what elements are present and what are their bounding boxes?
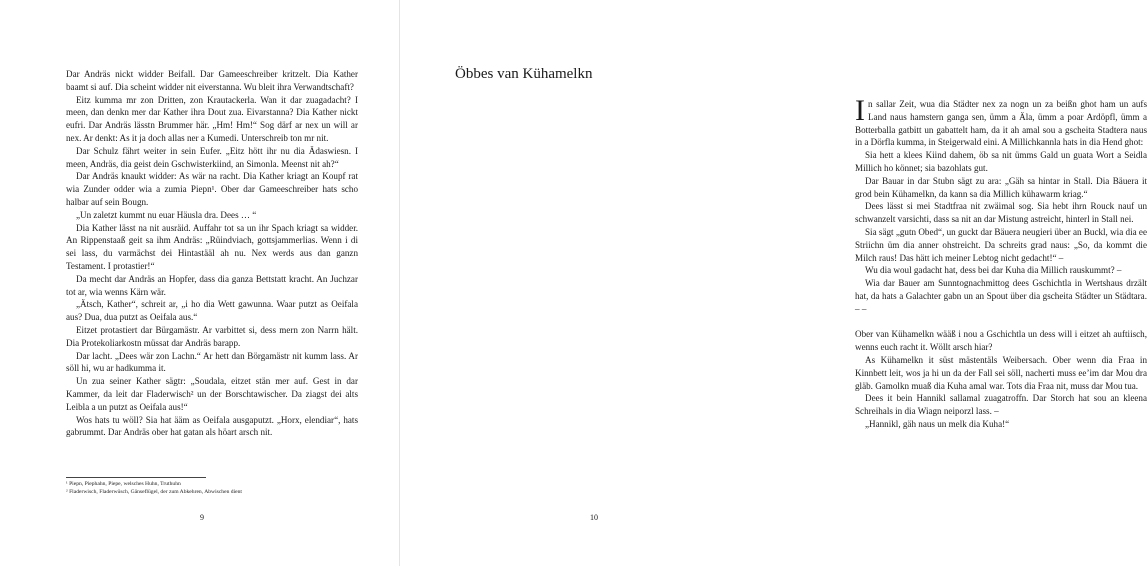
paragraph: Dar Schulz fährt weiter in sein Eufer. „Eitz hött ihr nu dia Ädaswiesn. I meen, Andräs, dia geist dein Gschwisterkiind, an Simonla. Meenst nit ah?“ xyxy=(66,145,358,169)
paragraph: Dar lacht. „Dees wär zon Lachn.“ Ar hett dan Börgamästr nit kumm lass. Ar söll hi, wu ar hadkumma it. xyxy=(66,350,358,374)
paragraph: Eitz kumma mr zon Dritten, zon Krautackerla. Wan it dar zuagadacht? I meen, dan denkn mer dar Kather ihra Dout zua. Eivarstanna? Dia Kather nickt eufri. Dar Andräs lässtn Brummer här. „Hm! Hm!“ Sog därf ar nex un will ar nex. Ar denkt: As it ja doch allas ner a Kumedi. Unterschreib ton mr nit. xyxy=(66,94,358,143)
paragraph: Dees it bein Hannikl sallamal zuagatroffn. Dar Storch hat sou an kleena Schreihals in dia Wiagn neiporzl lass. – xyxy=(855,393,1147,417)
left-page-text xyxy=(66,68,358,439)
paragraph: „Ätsch, Kather“, schreit ar, „i ho dia Wett gawunna. Waar putzt as Oeifala aus? Dua, dua putzt as Oeifala aus.“ xyxy=(66,299,358,323)
paragraph: Un zua seiner Kather sägtr: „Soudala, eitzet stän mer auf. Gest in dar Kammer, da leit dar Fladerwisch² un der Borschtawischer. Da ziagst dei alts Leibla a un putzt as Oeifala aus!“ xyxy=(66,376,358,412)
page-number-left: 9 xyxy=(200,513,204,522)
footnote-rule xyxy=(66,477,206,478)
opening-paragraph-text: n sallar Zeit, wua dia Städter nex za nogn un za beißn ghot ham un aufs Land naus hamstern ganga sen, ümm a Äla, ümm a poar Ardöpfl, ümm a Botterballa gatbitt un gabattelt ham, da it ah amal sou a gscheita Stadtera naus in a Dörfla kumma, in Steigerwald eini. A Millichkannla hats in dia Hend ghot: xyxy=(855,99,1147,148)
paragraph: Dar Andräs knaukt widder: As wär na racht. Dia Kather kriagt an Koupf rat wia Zunder odder wia a zumia Piepn¹. Ober dar Gameeschreiber hats scho halbar auf sein Bougn. xyxy=(66,171,358,207)
footnotes xyxy=(66,480,366,497)
paragraph: Dar Bauar in dar Stubn sägt zu ara: „Gäh sa hintar in Stall. Dia Bäuera it grod bein Kühamelkn, da kann sa dia Millich kühawarm kriag.“ xyxy=(855,175,1147,199)
paragraph: „Hannikl, gäh naus un melk dia Kuha!“ xyxy=(865,418,1010,429)
paragraph: Wu dia woul gadacht hat, dess bei dar Kuha dia Millich rauskummt? – xyxy=(865,265,1122,276)
opening-paragraph xyxy=(855,94,1147,149)
paragraph: Wos hats tu wöll? Sia hat ääm as Oeifala ausgaputzt. „Horx, elendiar“, hats gabrummt. Dar Andräs ober hat gatan als höart arsch nit. xyxy=(66,414,358,438)
footnote: ¹ Piepn, Piephahn, Piepe, welsches Huhn, Truthuhn xyxy=(66,481,181,487)
page-number-right: 10 xyxy=(590,513,598,522)
paragraph: As Kühamelkn it süst mästentäls Weibersach. Ober wenn dia Fraa in Kinnbett leit, wos ja hi un da der Fall sei söll, nacherti muss ee’im dar Mou dra gläb. Gamolkn muaß dia Kuha amal war. Tots dia Fraa nit, muss dar Mou tua. xyxy=(855,354,1147,391)
paragraph: Ober van Kühamelkn wääß i nou a Gschichtla un dess will i eitzet ah auftiisch, wenns euch racht it. Wöllt arsch hiar? xyxy=(855,329,1147,353)
right-page-text xyxy=(855,94,1147,431)
paragraph: Sia hett a klees Kiind dahem, öb sa nit ümms Gald un guata Wort a Seidla Millich ho könnet; sia bazohlats gut. xyxy=(855,150,1147,173)
paragraph: Sia sägt „gutn Obed“, un guckt dar Bäuera neugieri über an Buckl, wia dia ee Striichn üm dia anner ohstreicht. Da schreits grad naus: „So, da kommt die Milch raus! Das hätt ich meiner Lebtog nicht gedacht!“ – xyxy=(855,226,1147,263)
paragraph: Da mecht dar Andräs an Hopfer, dass dia ganza Bettstatt kracht. An Juchzar tot ar, wia wenns Kärn wär. xyxy=(66,273,358,297)
paragraph: „Un zaletzt kummt nu euar Häusla dra. Dees … “ xyxy=(76,209,257,220)
paragraph: Dees lässt si mei Stadtfraa nit zwäimal sog. Sia hebt ihrn Rouck nauf un schwanzelt varsichti, dass sa nit an dar Mistung astreicht, hinterl in Stall nei. xyxy=(855,201,1147,225)
drop-cap: I xyxy=(855,94,865,127)
paragraph: Dar Andräs nickt widder Beifall. Dar Gameeschreiber kritzelt. Dia Kather baamt si auf. Dia scheint widder nit eiverstanna. Wu bleit ihra Verwandtschaft? xyxy=(66,69,358,92)
left-page xyxy=(0,0,400,566)
paragraph: Dia Kather lässt na nit ausräid. Auffahr tot sa un ihr Spach kriagt sa widder. An Rippenstaaß geit sa ihm Andräs: „Rüindviach, gottsjammerlias. Wenn i di sei lass, du varmächst dei Hintastääl ah nu. Nex werds aus dan ganzn Testament. I protastier!“ xyxy=(66,222,358,271)
chapter-title: Öbbes van Kühamelkn xyxy=(455,66,593,82)
right-page xyxy=(400,0,1147,566)
paragraph: Wia dar Bauer am Sunntognachmittog dees Gschichtla in Wertshaus drzält hat, da hats a Galachter gabn un an Spout über dia gscheita Städter un Städtara. – – xyxy=(855,278,1147,314)
paragraph: Eitzet protastiert dar Bürgamästr. Ar varbittet si, dess mern zon Narrn hält. Dia Protekoliarkostn müssat dar Andräs barapp. xyxy=(66,324,358,348)
footnote: ² Fladerwisch, Fladerwüsch, Gänseflügel, der zum Abkehren, Abwischen dient xyxy=(66,489,242,496)
